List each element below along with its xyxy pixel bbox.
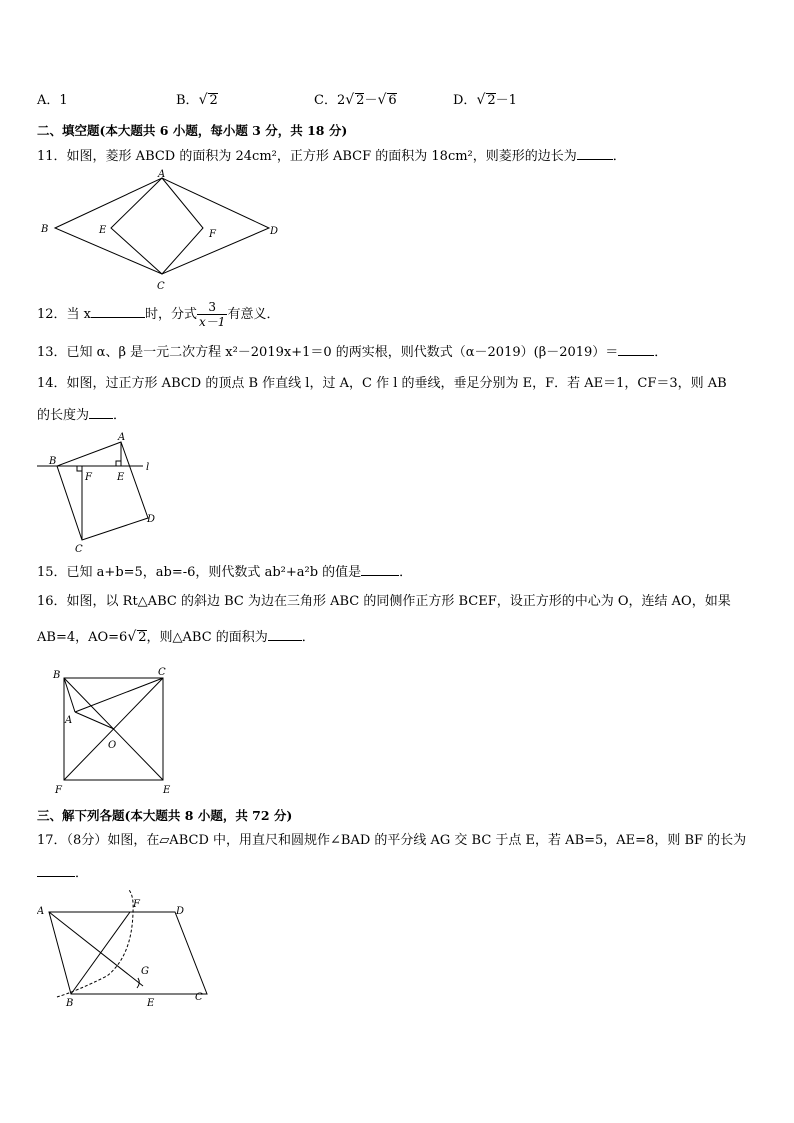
label-e: E: [147, 998, 155, 1009]
option-b: B．√ 2: [176, 92, 218, 108]
question-15-text: 15．已知 a+b=5，ab=-6，则代数式 ab²+a²b 的值是: [37, 565, 362, 580]
label-a: A: [65, 715, 73, 726]
label-c: C: [157, 281, 165, 292]
label-g: G: [141, 966, 149, 977]
option-d: D．√ 2－1: [453, 92, 517, 108]
label-f: F: [209, 229, 216, 240]
question-15: 15．已知 a+b=5，ab=-6，则代数式 ab²+a²b 的值是 ．: [37, 565, 413, 580]
answer-blank: [91, 305, 145, 318]
option-a-value: 1: [59, 93, 68, 108]
option-b-label: B．: [176, 93, 199, 108]
label-f: F: [85, 472, 92, 483]
option-c-label: C．: [314, 93, 337, 108]
question-17-line-2: ．: [37, 864, 88, 882]
segment-ac: [75, 678, 163, 712]
segment-ao: [75, 712, 114, 729]
label-a: A: [37, 906, 45, 917]
answer-blank: [89, 406, 113, 419]
question-16-line-2: AB=4，AO=6√ 2，则△ABC 的面积为 ．: [37, 629, 315, 645]
label-l: l: [146, 462, 150, 473]
option-d-rest: －1: [495, 93, 517, 108]
question-11-text: 11．如图，菱形 ABCD 的面积为 24cm²，正方形 ABCF 的面积为 18cm²，则菱形的边长为: [37, 149, 577, 164]
question-16-line-1: 16．如图，以 Rt△ABC 的斜边 BC 为边在三角形 ABC 的同侧作正方形 BCEF，设正方形的中心为 O，连结 AO，如果: [37, 594, 731, 609]
label-f: F: [133, 899, 140, 910]
section-3-heading: 三、解下列各题(本大题共 8 小题，共 72 分): [37, 808, 293, 823]
label-a: A: [158, 169, 166, 180]
question-13: 13．已知 α、β 是一元二次方程 x²－2019x+1＝0 的两实根，则代数式（α－2019）(β－2019）＝ ．: [37, 345, 668, 360]
label-b: B: [53, 670, 61, 681]
label-d: D: [270, 226, 279, 237]
answer-blank: [577, 147, 613, 160]
right-angle-e: [116, 461, 121, 466]
compass-arc: [57, 890, 133, 997]
figure-q11-rhombus: [37, 168, 287, 294]
label-c: C: [158, 667, 166, 678]
label-b: B: [41, 224, 49, 235]
label-e: E: [117, 472, 125, 483]
option-a-label: A．: [37, 93, 60, 108]
option-c: C．2√ 2－√ 6: [314, 92, 397, 108]
fraction: $\frac{3}{x-1}$: [199, 300, 226, 329]
section-2-heading: 二、填空题(本大题共 6 小题，每小题 3 分，共 18 分): [37, 123, 348, 138]
answer-blank: [618, 343, 654, 356]
option-c-radical-1: 2: [356, 93, 365, 108]
label-b: B: [49, 456, 57, 467]
label-d: D: [147, 514, 156, 525]
answer-blank: [37, 864, 75, 877]
option-d-label: D．: [453, 93, 477, 108]
question-12: 12．当 x 时，分式 $\frac{3}{x-1}$ 有意义．: [37, 300, 280, 329]
figure-q17-parallelogram: [37, 888, 217, 1014]
answer-blank: [268, 628, 302, 641]
figure-q14-square: [37, 428, 167, 554]
option-b-radical: 2: [209, 93, 218, 108]
label-c: C: [195, 992, 203, 1003]
option-c-radical-2: 6: [388, 93, 397, 108]
square-abcd: [57, 442, 148, 540]
label-c: C: [75, 544, 83, 554]
segment-bf: [71, 912, 130, 994]
option-c-coef: 2: [336, 93, 346, 108]
label-f: F: [55, 785, 62, 796]
square-shape: [111, 178, 203, 274]
option-d-radical: 2: [487, 93, 496, 108]
question-17-line-1: 17．（8分）如图，在▱ABCD 中，用直尺和圆规作∠BAD 的平分线 AG 交 BC 于点 E，若 AB=5，AE=8，则 BF 的长为: [37, 833, 747, 848]
label-e: E: [99, 225, 107, 236]
question-11: 11．如图，菱形 ABCD 的面积为 24cm²，正方形 ABCF 的面积为 18cm²，则菱形的边长为 ．: [37, 149, 626, 164]
figure-q16-square: [50, 664, 178, 796]
label-a: A: [118, 432, 126, 443]
label-b: B: [66, 998, 74, 1009]
rhombus-abcd: [55, 178, 269, 274]
label-e: E: [163, 785, 171, 796]
question-14-line-1: 14．如图，过正方形 ABCD 的顶点 B 作直线 l，过 A，C 作 l 的垂线，垂足分别为 E，F．若 AE＝1，CF＝3，则 AB: [37, 376, 727, 391]
option-a: [37, 89, 68, 108]
question-14-line-2: 的长度为 ．: [37, 408, 127, 423]
right-angle-f: [77, 466, 82, 471]
bisector-ag: [49, 912, 143, 986]
label-o: O: [108, 740, 117, 751]
option-c-minus: －: [364, 93, 378, 108]
question-13-text: 13．已知 α、β 是一元二次方程 x²－2019x+1＝0 的两实根，则代数式（α－2019）(β－2019）＝: [37, 345, 619, 360]
label-d: D: [176, 906, 185, 917]
parallelogram-abcd: [49, 912, 207, 994]
arc-mark-g: [137, 978, 139, 988]
question-12-pre: 12．当 x: [37, 307, 92, 322]
answer-blank: [361, 563, 399, 576]
